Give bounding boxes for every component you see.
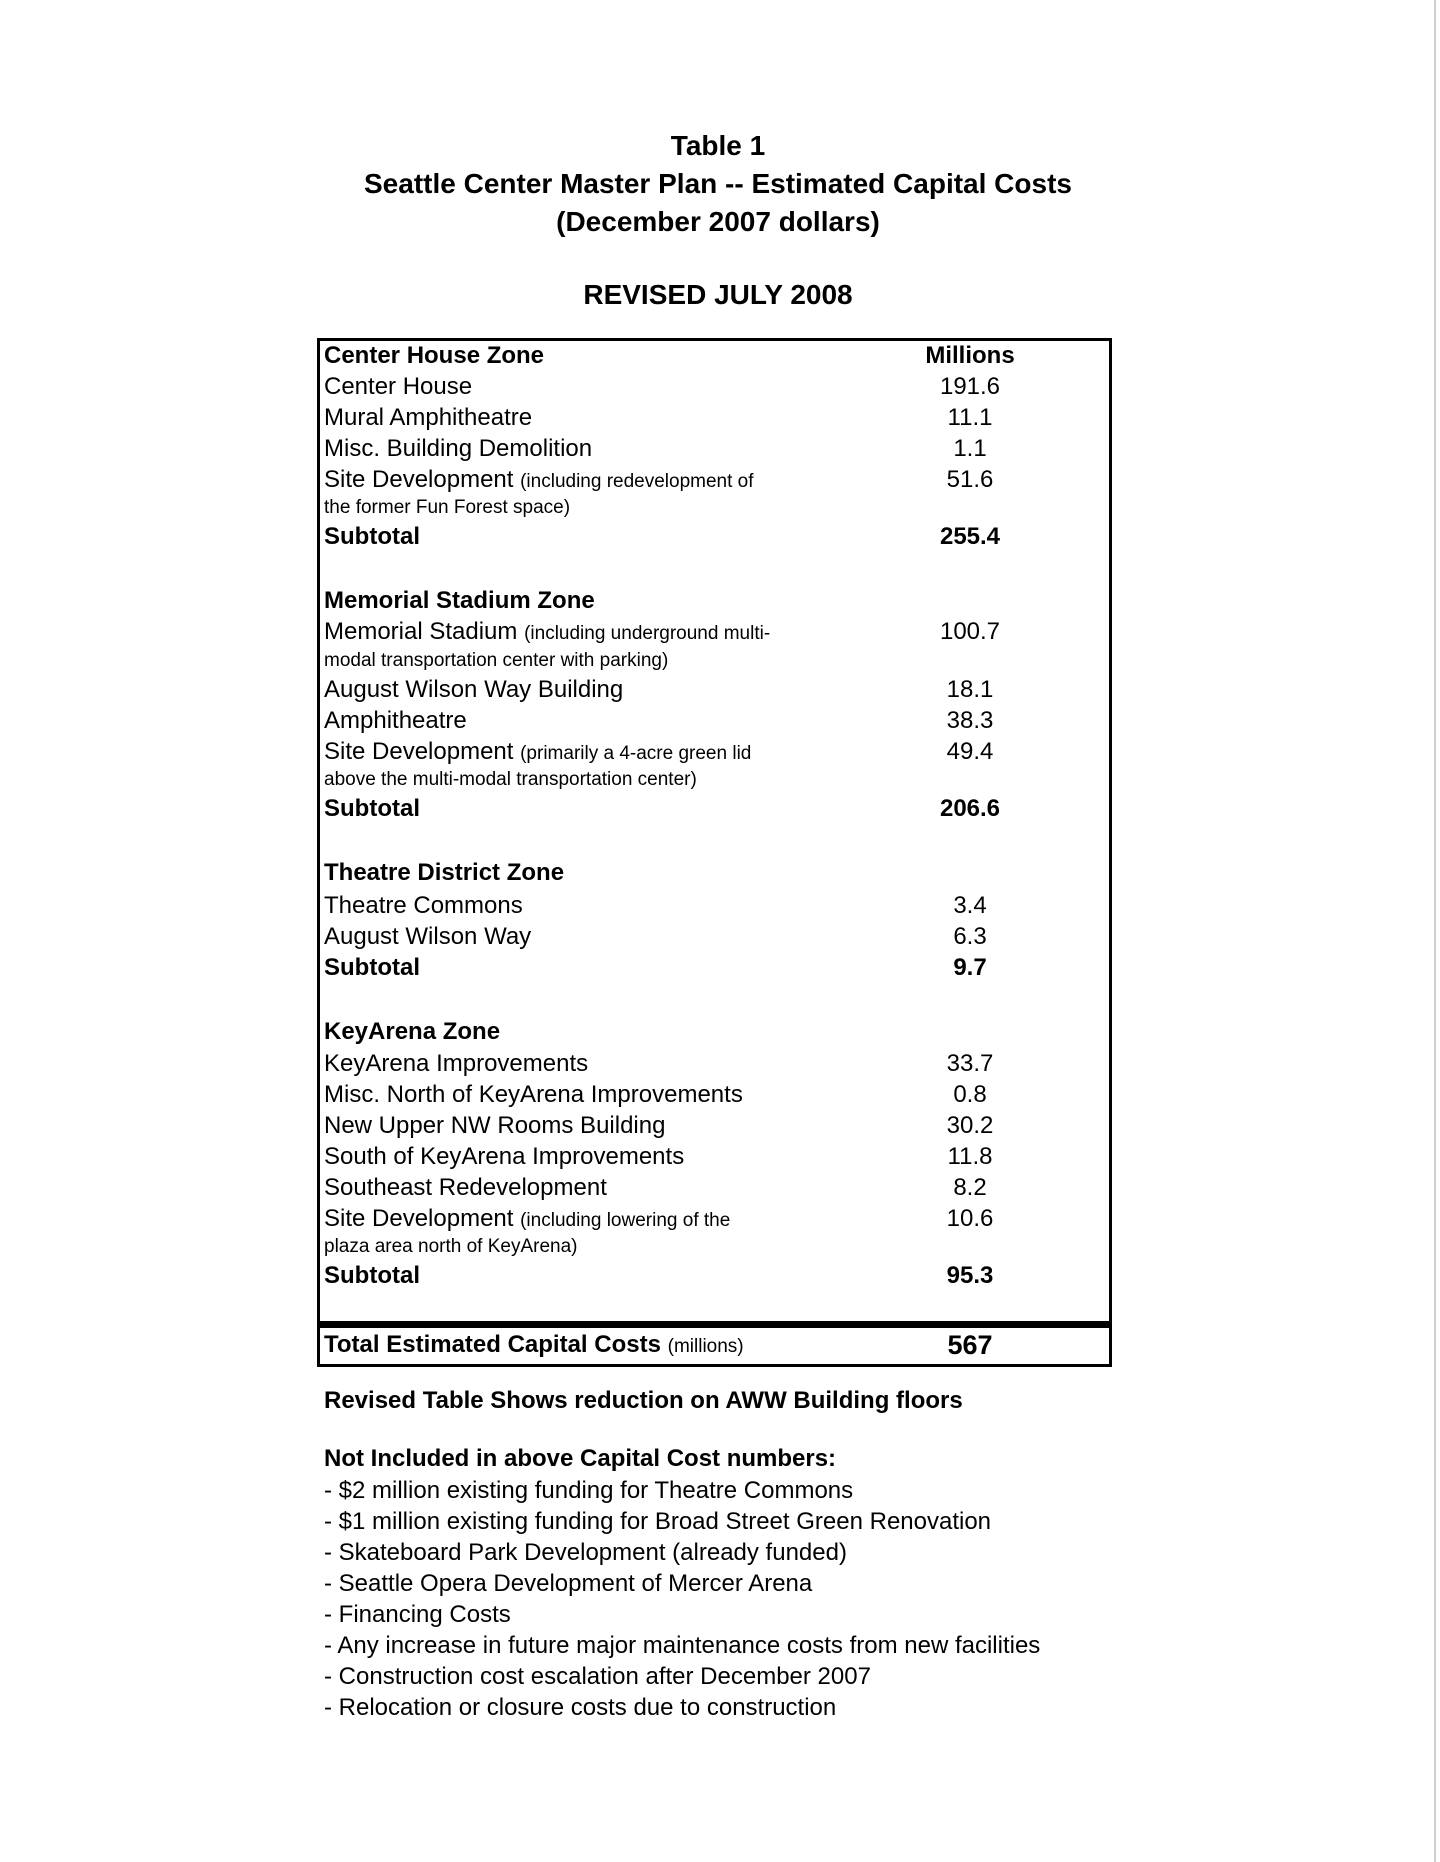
table-label: Table 1 bbox=[670, 130, 766, 161]
total-label-row bbox=[324, 1330, 744, 1362]
excluded-heading: Not Included in above Capital Cost numbers: bbox=[324, 1445, 837, 1472]
line-item-value: 51.6 bbox=[946, 466, 994, 493]
line-item-label: August Wilson Way bbox=[324, 923, 532, 950]
line-item-value: 10.6 bbox=[946, 1205, 994, 1232]
subtotal-value: 255.4 bbox=[939, 523, 1001, 550]
excluded-item: - Any increase in future major maintenance costs from new facilities bbox=[324, 1632, 1041, 1659]
line-item-value: 30.2 bbox=[946, 1112, 994, 1139]
line-item-note-continued: plaza area north of KeyArena) bbox=[324, 1236, 578, 1257]
total-label: Total Estimated Capital Costs bbox=[324, 1331, 661, 1358]
zone-title: Memorial Stadium Zone bbox=[324, 587, 595, 614]
line-item-label: Mural Amphitheatre bbox=[324, 404, 533, 431]
subtotal-label: Subtotal bbox=[324, 523, 420, 550]
column-header: Millions bbox=[925, 342, 1015, 369]
subtotal-value: 206.6 bbox=[939, 795, 1001, 822]
line-item-value: 11.1 bbox=[947, 404, 993, 431]
total-value: 567 bbox=[947, 1330, 993, 1360]
line-item-note: (including redevelopment of bbox=[520, 471, 754, 492]
line-item-label: Misc. Building Demolition bbox=[324, 435, 593, 462]
excluded-item: - Construction cost escalation after December 2007 bbox=[324, 1663, 871, 1690]
line-item-label: Misc. North of KeyArena Improvements bbox=[324, 1081, 743, 1108]
line-item-value: 38.3 bbox=[946, 707, 994, 734]
line-item-label: Site Development bbox=[324, 738, 514, 765]
line-item-label: Theatre Commons bbox=[324, 892, 523, 919]
line-item-label-row bbox=[324, 1204, 730, 1236]
line-item-value: 33.7 bbox=[946, 1050, 994, 1077]
line-item-label-row bbox=[324, 737, 751, 769]
line-item-label: KeyArena Improvements bbox=[324, 1050, 589, 1077]
line-item-label: Site Development bbox=[324, 466, 514, 493]
subtotal-label: Subtotal bbox=[324, 954, 420, 981]
excluded-item: - $1 million existing funding for Broad Street Green Renovation bbox=[324, 1508, 992, 1535]
line-item-value: 11.8 bbox=[947, 1143, 993, 1170]
line-item-note: (including lowering of the bbox=[520, 1210, 731, 1231]
line-item-value: 18.1 bbox=[946, 676, 994, 703]
line-item-label: South of KeyArena Improvements bbox=[324, 1143, 685, 1170]
line-item-label: Memorial Stadium bbox=[324, 618, 518, 645]
revision-label: REVISED JULY 2008 bbox=[583, 279, 853, 310]
line-item-label: August Wilson Way Building bbox=[324, 676, 624, 703]
line-item-value: 3.4 bbox=[953, 892, 987, 919]
excluded-item: - Relocation or closure costs due to construction bbox=[324, 1694, 837, 1721]
line-item-note: (including underground multi- bbox=[524, 623, 771, 644]
line-item-label: Amphitheatre bbox=[324, 707, 467, 734]
line-item-note-continued: modal transportation center with parking) bbox=[324, 650, 669, 671]
line-item-value: 1.1 bbox=[953, 435, 987, 462]
line-item-value: 8.2 bbox=[953, 1174, 987, 1201]
total-unit: (millions) bbox=[667, 1336, 744, 1357]
line-item-note: (primarily a 4-acre green lid bbox=[520, 743, 752, 764]
zone-title: Center House Zone bbox=[324, 342, 545, 369]
line-item-label: Center House bbox=[324, 373, 473, 400]
document-title: Seattle Center Master Plan -- Estimated Capital Costs bbox=[364, 168, 1072, 199]
line-item-label: Southeast Redevelopment bbox=[324, 1174, 607, 1201]
document-subtitle: (December 2007 dollars) bbox=[556, 206, 880, 237]
line-item-value: 0.8 bbox=[953, 1081, 987, 1108]
subtotal-value: 95.3 bbox=[946, 1262, 994, 1289]
excluded-item: - Seattle Opera Development of Mercer Arena bbox=[324, 1570, 813, 1597]
line-item-value: 100.7 bbox=[939, 618, 1001, 645]
excluded-item: - Financing Costs bbox=[324, 1601, 511, 1628]
subtotal-label: Subtotal bbox=[324, 1262, 420, 1289]
line-item-label-row bbox=[324, 465, 754, 497]
subtotal-value: 9.7 bbox=[953, 954, 987, 981]
excluded-item: - $2 million existing funding for Theatre Commons bbox=[324, 1477, 854, 1504]
line-item-value: 191.6 bbox=[939, 373, 1001, 400]
zone-title: KeyArena Zone bbox=[324, 1018, 501, 1045]
line-item-label-row bbox=[324, 617, 770, 649]
revision-note: Revised Table Shows reduction on AWW Building floors bbox=[324, 1387, 963, 1414]
excluded-item: - Skateboard Park Development (already funded) bbox=[324, 1539, 847, 1566]
subtotal-label: Subtotal bbox=[324, 795, 420, 822]
line-item-label: New Upper NW Rooms Building bbox=[324, 1112, 666, 1139]
line-item-note-continued: above the multi-modal transportation center) bbox=[324, 769, 697, 790]
line-item-value: 49.4 bbox=[946, 738, 994, 765]
line-item-value: 6.3 bbox=[953, 923, 987, 950]
line-item-note-continued: the former Fun Forest space) bbox=[324, 497, 571, 518]
line-item-label: Site Development bbox=[324, 1205, 514, 1232]
zone-title: Theatre District Zone bbox=[324, 859, 565, 886]
